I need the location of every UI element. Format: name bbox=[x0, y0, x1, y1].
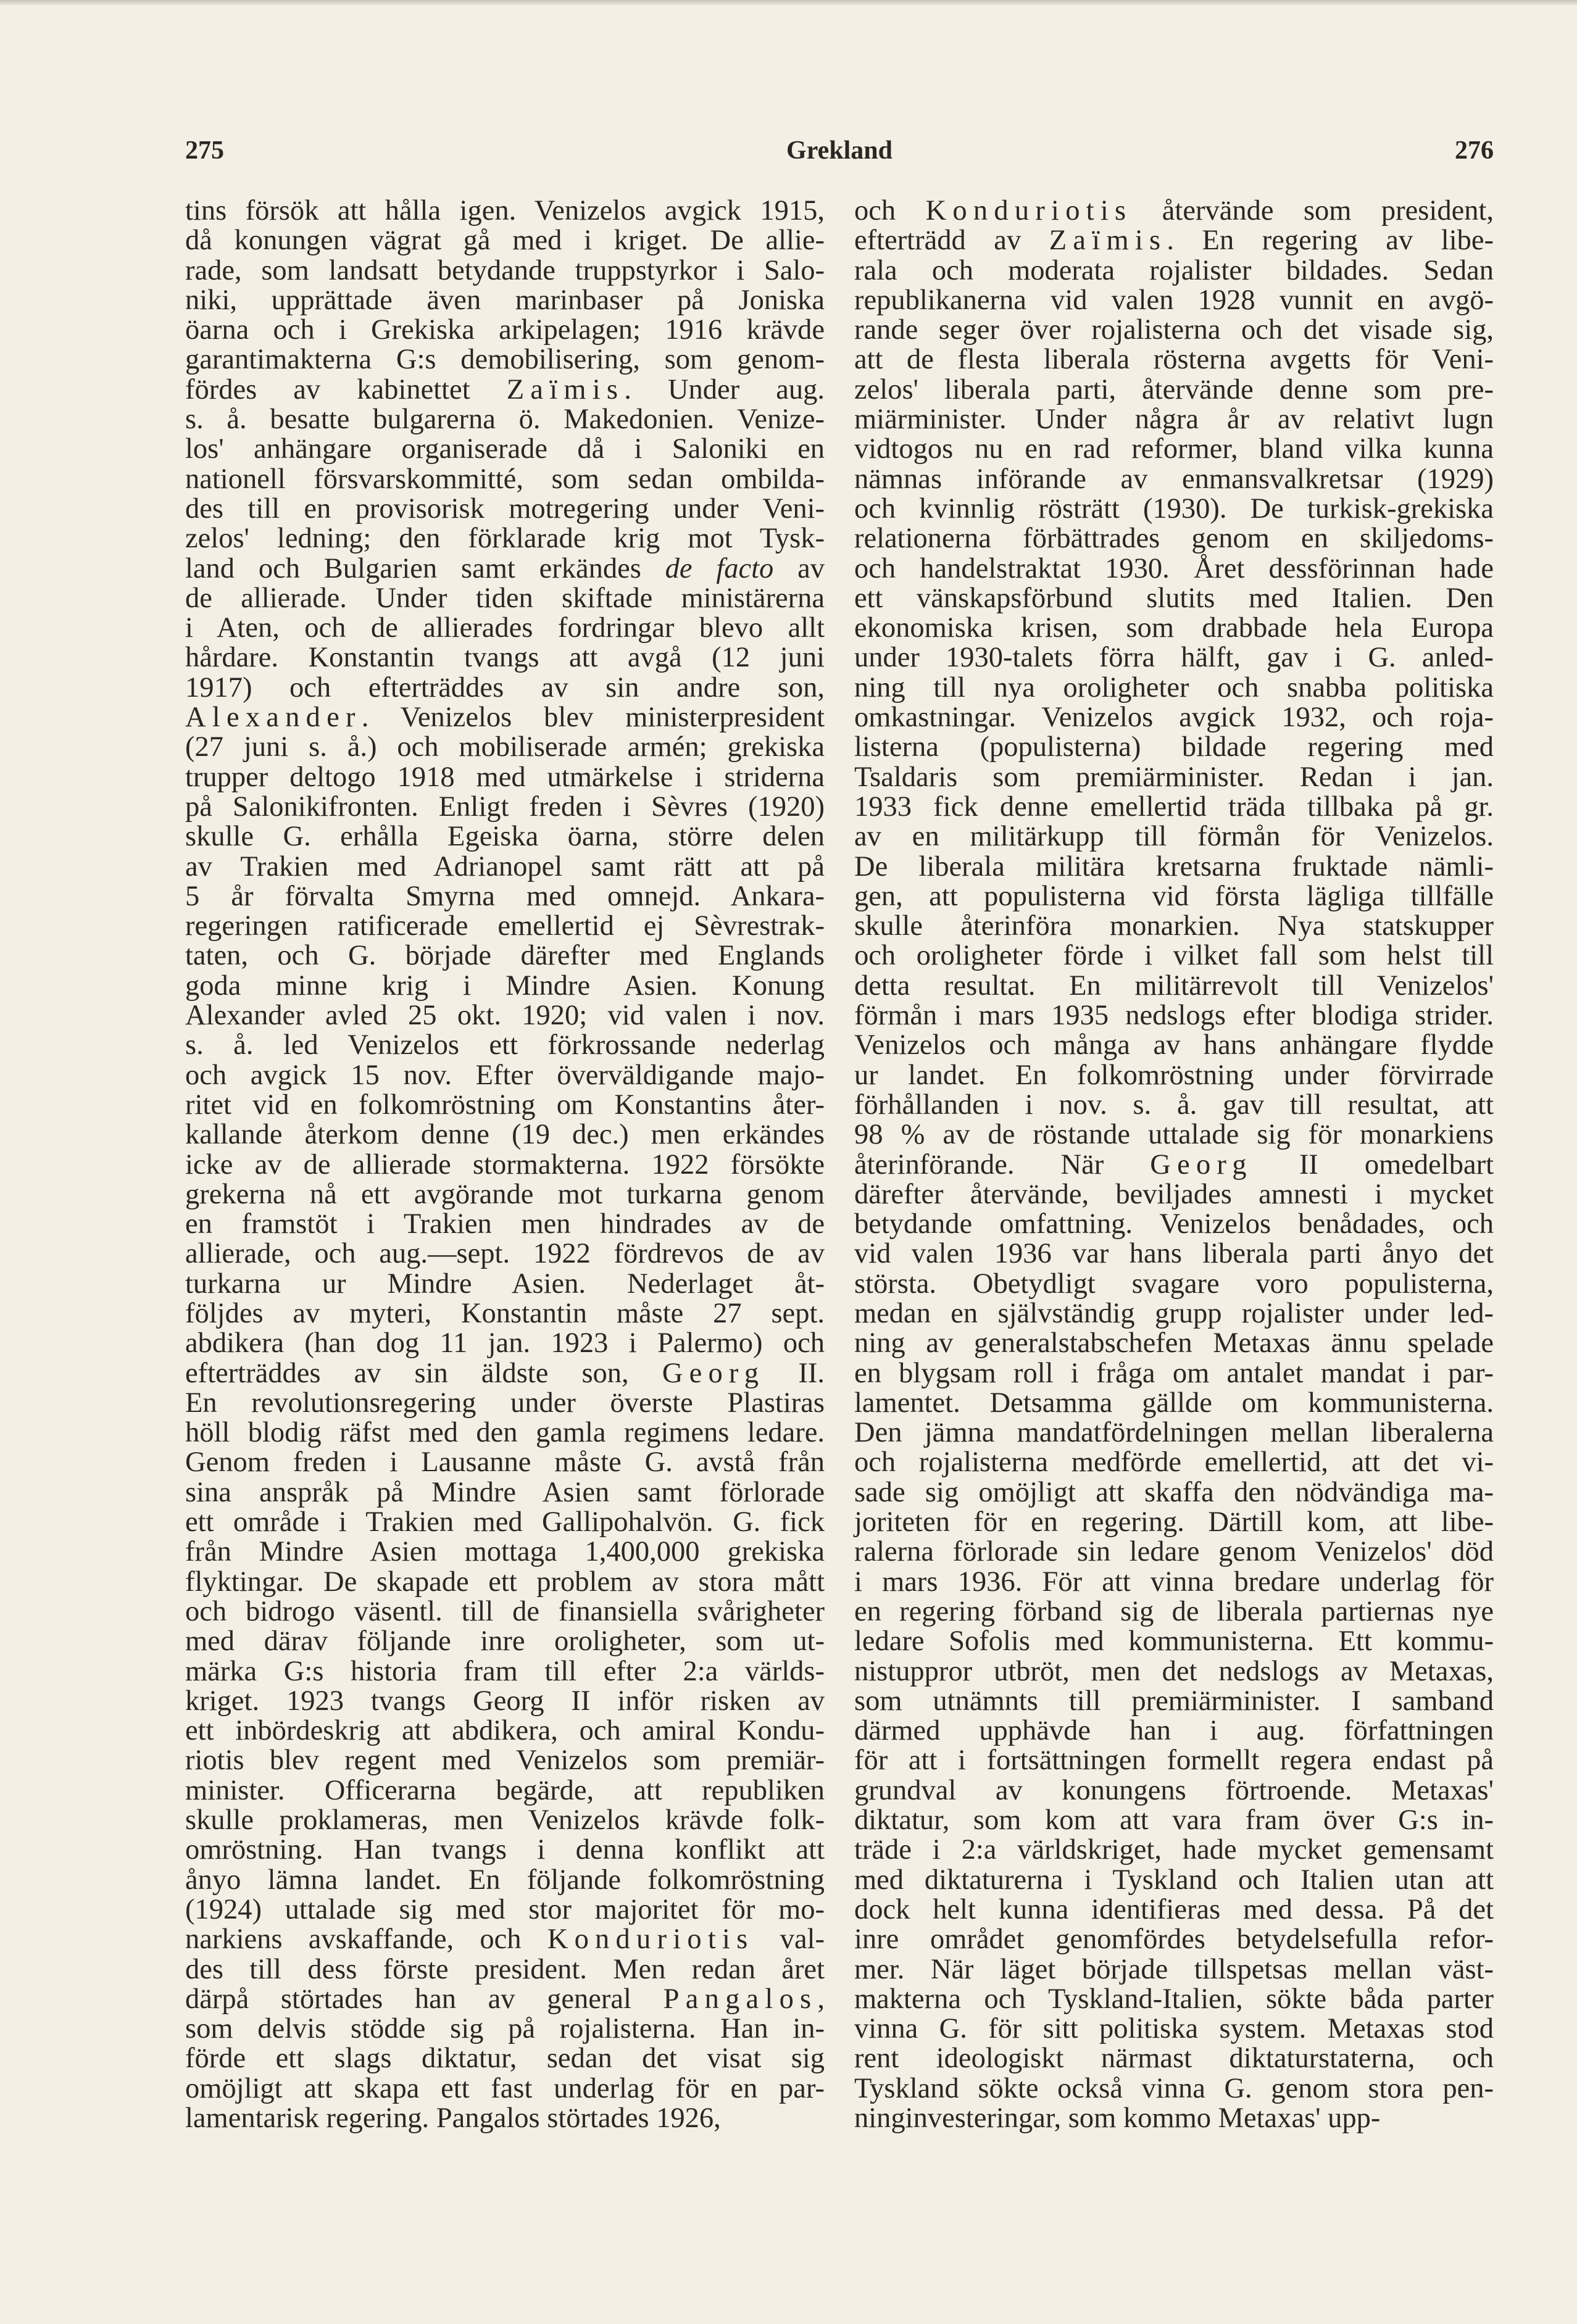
text-run: gen, att populisterna vid första lägliga tillfälle bbox=[854, 880, 1494, 912]
text-run: ning av generalstabschefen Metaxas ännu spelade bbox=[854, 1327, 1494, 1359]
spaced-name: Zaïmis bbox=[506, 373, 625, 405]
text-run: miärminister. Under några år av relativt lugn bbox=[854, 404, 1494, 436]
text-line bbox=[185, 494, 825, 524]
text-line bbox=[185, 1418, 825, 1448]
text-run: under 1930-talets förra hälft, gav i G. anled- bbox=[854, 642, 1494, 674]
text-run: därpå störtades han av general bbox=[185, 1983, 664, 2015]
text-run: vidtogos nu en rad reformer, bland vilka kunna bbox=[854, 433, 1494, 465]
text-run: på Salonikifronten. Enligt freden i Sèvres (1920) bbox=[185, 791, 825, 823]
text-run: taten, och G. började därefter med Englands bbox=[185, 940, 825, 972]
text-run: en framstöt i Trakien men hindrades av de bbox=[185, 1208, 825, 1240]
text-line bbox=[854, 1180, 1494, 1210]
text-run: medan en självständig grupp rojalister under led- bbox=[854, 1297, 1494, 1329]
text-run: ett område i Trakien med Gallipohalvön. G. fick bbox=[185, 1506, 825, 1538]
text-line bbox=[185, 1001, 825, 1031]
text-run: trupper deltogo 1918 med utmärkelse i striderna bbox=[185, 761, 825, 793]
text-run: s. å. led Venizelos ett förkrossande nederlag bbox=[185, 1029, 825, 1061]
text-line bbox=[185, 1776, 825, 1806]
text-line bbox=[854, 1835, 1494, 1865]
text-line bbox=[854, 673, 1494, 703]
text-line bbox=[185, 792, 825, 822]
text-run: niki, upprättade även marinbaser på Joniska bbox=[185, 284, 825, 316]
text-run: kriget. 1923 tvangs Georg II inför risken av bbox=[185, 1685, 825, 1717]
page-title: Grekland bbox=[786, 136, 893, 165]
text-column-left bbox=[185, 196, 825, 2133]
text-run: rala och moderata rojalister bildades. Sedan bbox=[854, 254, 1494, 286]
text-run: vinna G. för sitt politiska system. Metaxas stod bbox=[854, 2013, 1494, 2045]
text-run: ledare Sofolis med kommunisterna. Ett kommu- bbox=[854, 1625, 1494, 1658]
text-run: listerna (populisterna) bildade regering med bbox=[854, 731, 1494, 763]
text-run: med därav följande inre oroligheter, som ut- bbox=[185, 1625, 825, 1658]
text-line bbox=[185, 1061, 825, 1090]
text-line bbox=[185, 643, 825, 673]
text-line bbox=[185, 1865, 825, 1895]
text-line bbox=[854, 1567, 1494, 1597]
text-run: och bbox=[854, 195, 926, 226]
text-line bbox=[185, 1687, 825, 1716]
text-run: ett inbördeskrig att abdikera, och amiral Kondu- bbox=[185, 1715, 825, 1747]
text-line bbox=[185, 1537, 825, 1567]
text-line bbox=[854, 882, 1494, 911]
text-line bbox=[854, 1299, 1494, 1329]
text-line bbox=[185, 1597, 825, 1627]
text-line bbox=[854, 1657, 1494, 1687]
text-line bbox=[854, 524, 1494, 554]
spaced-name: Konduriotis bbox=[925, 195, 1133, 226]
text-run: diktatur, som kom att vara fram över G:s in- bbox=[854, 1804, 1494, 1836]
text-line bbox=[854, 1806, 1494, 1835]
text-line bbox=[854, 1776, 1494, 1806]
text-line bbox=[185, 1478, 825, 1508]
text-run: träde i 2:a världskriget, hade mycket gemensamt bbox=[854, 1834, 1494, 1866]
text-line bbox=[854, 2104, 1494, 2133]
scan-edge bbox=[0, 0, 1577, 6]
text-run: 1917) och efterträddes av sin andre son, bbox=[185, 671, 825, 703]
text-line bbox=[185, 2014, 825, 2044]
text-line bbox=[854, 554, 1494, 584]
text-line bbox=[854, 792, 1494, 822]
text-run: största. Obetydligt svagare voro populisterna, bbox=[854, 1268, 1494, 1300]
text-run: II omedelbart bbox=[1252, 1148, 1494, 1181]
text-run: nationell försvarskommitté, som sedan ombilda- bbox=[185, 463, 825, 495]
text-line bbox=[854, 1716, 1494, 1746]
text-line bbox=[185, 1567, 825, 1597]
text-run: ninginvesteringar, som kommo Metaxas' upp- bbox=[854, 2102, 1381, 2134]
text-line bbox=[854, 405, 1494, 434]
text-line bbox=[854, 613, 1494, 643]
text-line bbox=[854, 763, 1494, 792]
text-line bbox=[854, 1895, 1494, 1925]
text-line bbox=[854, 911, 1494, 941]
text-run: flyktingar. De skapade ett problem av stora mått bbox=[185, 1566, 825, 1598]
text-line bbox=[185, 971, 825, 1001]
text-run: zelos' ledning; den förklarade krig mot Tysk- bbox=[185, 523, 825, 555]
text-line bbox=[185, 1627, 825, 1656]
text-line bbox=[854, 1359, 1494, 1388]
text-run: återvände som president, bbox=[1132, 195, 1494, 226]
spaced-name: Georg bbox=[1150, 1148, 1253, 1181]
text-run: av Trakien med Adrianopel samt rätt att på bbox=[185, 850, 825, 882]
text-line bbox=[185, 1269, 825, 1299]
text-line bbox=[854, 1418, 1494, 1448]
text-run: 1933 fick denne emellertid träda tillbaka på gr. bbox=[854, 791, 1494, 823]
text-run: omröstning. Han tvangs i denna konflikt att bbox=[185, 1834, 825, 1866]
text-line bbox=[185, 1359, 825, 1388]
text-run: grundval av konungens förtroende. Metaxas' bbox=[854, 1774, 1494, 1806]
text-run: hårdare. Konstantin tvangs att avgå (12 juni bbox=[185, 642, 825, 674]
text-run: skulle proklameras, men Venizelos krävde folk- bbox=[185, 1804, 825, 1836]
text-line bbox=[185, 1388, 825, 1418]
text-line bbox=[185, 256, 825, 286]
text-line bbox=[854, 1865, 1494, 1895]
text-line bbox=[854, 494, 1494, 524]
text-run: för att i fortsättningen formellt regera endast på bbox=[854, 1745, 1494, 1777]
text-run: Tyskland sökte också vinna G. genom stora pen- bbox=[854, 2072, 1494, 2104]
text-line bbox=[185, 1508, 825, 1537]
text-line bbox=[185, 554, 825, 584]
text-line bbox=[185, 286, 825, 315]
text-line bbox=[854, 1627, 1494, 1656]
text-run: skulle återinföra monarkien. Nya statskupper bbox=[854, 910, 1494, 942]
text-line bbox=[854, 2014, 1494, 2044]
text-line bbox=[854, 1687, 1494, 1716]
text-line bbox=[854, 852, 1494, 882]
text-run: mer. När läget började tillspetsas mellan väst- bbox=[854, 1953, 1494, 1985]
text-run: i mars 1936. För att vinna bredare underlag för bbox=[854, 1566, 1494, 1598]
text-run: makterna och Tyskland-Italien, sökte båda parter bbox=[854, 1983, 1494, 2015]
text-run: land och Bulgarien samt erkändes bbox=[185, 552, 665, 584]
text-line bbox=[854, 584, 1494, 613]
text-line bbox=[185, 882, 825, 911]
text-line bbox=[185, 226, 825, 255]
text-line bbox=[185, 1210, 825, 1239]
text-run: och rojalisterna medförde emellertid, att det vi- bbox=[854, 1446, 1494, 1479]
text-line bbox=[854, 465, 1494, 494]
text-line bbox=[185, 1299, 825, 1329]
text-run: . En regering av libe- bbox=[1167, 225, 1494, 257]
text-line bbox=[854, 1269, 1494, 1299]
text-line bbox=[854, 226, 1494, 255]
text-run: förmån i mars 1935 nedslogs efter blodiga strider. bbox=[854, 1000, 1494, 1032]
text-run: med diktaturerna i Tyskland och Italien utan att bbox=[854, 1864, 1494, 1896]
text-run: 98 % av de röstande uttalade sig för monarkiens bbox=[854, 1119, 1494, 1151]
text-run: (1924) uttalade sig med stor majoritet för mo- bbox=[185, 1893, 825, 1925]
text-line bbox=[185, 1090, 825, 1120]
text-line bbox=[185, 465, 825, 494]
text-run: och bidrogo väsentl. till de finansiella svårigheter bbox=[185, 1595, 825, 1627]
text-run: rent ideologiskt närmast diktaturstaterna, och bbox=[854, 2043, 1494, 2075]
text-line bbox=[185, 1329, 825, 1358]
text-line bbox=[854, 375, 1494, 405]
text-line bbox=[185, 732, 825, 762]
text-run: abdikera (han dog 11 jan. 1923 i Palermo) och bbox=[185, 1327, 825, 1359]
text-line bbox=[185, 1985, 825, 2014]
text-run: narkiens avskaffande, och bbox=[185, 1924, 547, 1956]
text-run: val- bbox=[754, 1924, 825, 1956]
spaced-name: Pangalos bbox=[663, 1983, 818, 2015]
text-line bbox=[185, 2044, 825, 2073]
text-run: en regering förband sig de liberala partiernas nye bbox=[854, 1595, 1494, 1627]
page-number-left: 275 bbox=[185, 136, 224, 165]
text-line bbox=[185, 1120, 825, 1150]
text-line bbox=[185, 911, 825, 941]
text-line bbox=[185, 1180, 825, 1210]
text-run: i Aten, och de allierades fordringar blevo allt bbox=[185, 612, 825, 644]
text-line bbox=[854, 1239, 1494, 1269]
text-run: skulle G. erhålla Egeiska öarna, större delen bbox=[185, 821, 825, 853]
text-run: zelos' liberala parti, återvände denne som pre- bbox=[854, 373, 1494, 405]
text-line bbox=[854, 1031, 1494, 1060]
text-line bbox=[854, 286, 1494, 315]
text-run: höll blodig räfst med den gamla regimens ledare. bbox=[185, 1417, 825, 1449]
text-run: Tsaldaris som premiärminister. Redan i jan. bbox=[854, 761, 1494, 793]
text-line bbox=[854, 196, 1494, 226]
text-line bbox=[854, 315, 1494, 345]
spaced-name: Zaïmis bbox=[1049, 225, 1167, 257]
text-run: Alexander avled 25 okt. 1920; vid valen i nov. bbox=[185, 1000, 825, 1032]
text-line bbox=[854, 1746, 1494, 1775]
text-line bbox=[854, 1478, 1494, 1508]
text-run: . Under aug. bbox=[624, 373, 825, 405]
text-run: ur landet. En folkomröstning under förvirrade bbox=[854, 1059, 1494, 1091]
text-line bbox=[185, 375, 825, 405]
text-run: fördes av kabinettet bbox=[185, 373, 507, 405]
text-line bbox=[185, 1806, 825, 1835]
text-run: och oroligheter förde i vilket fall som helst till bbox=[854, 940, 1494, 972]
page-number-right: 276 bbox=[1455, 136, 1494, 165]
text-run: Genom freden i Lausanne måste G. avstå från bbox=[185, 1446, 825, 1479]
text-run: de allierade. Under tiden skiftade ministärerna bbox=[185, 582, 825, 614]
text-run: därmed upphävde han i aug. författningen bbox=[854, 1715, 1494, 1747]
text-line bbox=[854, 434, 1494, 464]
text-column-right bbox=[854, 196, 1494, 2133]
running-header bbox=[185, 136, 1494, 173]
text-run: av bbox=[773, 552, 825, 584]
text-line bbox=[185, 613, 825, 643]
text-line bbox=[854, 345, 1494, 375]
text-run: turkarna ur Mindre Asien. Nederlaget åt- bbox=[185, 1268, 825, 1300]
text-run: från Mindre Asien mottaga 1,400,000 grekiska bbox=[185, 1536, 825, 1568]
text-run: efterträdd av bbox=[854, 225, 1049, 257]
text-line bbox=[854, 256, 1494, 286]
text-run: minister. Officerarna begärde, att republiken bbox=[185, 1774, 825, 1806]
text-line bbox=[185, 434, 825, 464]
text-line bbox=[854, 1597, 1494, 1627]
text-run: ånyo lämna landet. En följande folkomröstning bbox=[185, 1864, 825, 1896]
text-run: öarna och i Grekiska arkipelagen; 1916 krävde bbox=[185, 314, 825, 346]
text-run: icke av de allierade stormakterna. 1922 försökte bbox=[185, 1148, 825, 1181]
text-run: och kvinnlig rösträtt (1930). De turkisk-grekiska bbox=[854, 492, 1494, 525]
text-run: rade, som landsatt betydande truppstyrkor i Salo- bbox=[185, 254, 825, 286]
text-run: ett vänskapsförbund slutits med Italien. Den bbox=[854, 582, 1494, 614]
text-run: följdes av myteri, Konstantin måste 27 sept. bbox=[185, 1297, 825, 1329]
text-line bbox=[185, 1657, 825, 1687]
text-run: omöjligt att skapa ett fast underlag för en par- bbox=[185, 2072, 825, 2104]
text-run: sade sig omöjligt att skaffa den nödvändiga ma- bbox=[854, 1476, 1494, 1508]
text-run: relationerna förbättrades genom en skiljedoms- bbox=[854, 523, 1494, 555]
text-line bbox=[185, 673, 825, 703]
text-line bbox=[854, 1061, 1494, 1090]
text-line bbox=[854, 1925, 1494, 1954]
text-line bbox=[854, 941, 1494, 971]
text-line bbox=[854, 1329, 1494, 1358]
text-line bbox=[854, 1388, 1494, 1418]
text-run: lamentet. Detsamma gällde om kommunisterna. bbox=[854, 1387, 1494, 1419]
text-line bbox=[854, 1537, 1494, 1567]
text-line bbox=[185, 1031, 825, 1060]
text-run: och avgick 15 nov. Efter överväldigande majo- bbox=[185, 1059, 825, 1091]
text-run: Den jämna mandatfördelningen mellan liberalerna bbox=[854, 1417, 1494, 1449]
text-run: ritet vid en folkomröstning om Konstantins åter- bbox=[185, 1089, 825, 1121]
text-run: märka G:s historia fram till efter 2:a världs- bbox=[185, 1655, 825, 1687]
text-run: omkastningar. Venizelos avgick 1932, och roja- bbox=[854, 702, 1494, 734]
text-line bbox=[854, 1001, 1494, 1031]
text-run: lamentarisk regering. Pangalos störtades 1926, bbox=[185, 2102, 721, 2134]
text-run: garantimakterna G:s demobilisering, som genom- bbox=[185, 344, 825, 376]
text-line bbox=[854, 643, 1494, 673]
text-run: s. å. besatte bulgarerna ö. Makedonien. Venize- bbox=[185, 404, 825, 436]
text-line bbox=[185, 703, 825, 732]
text-line bbox=[854, 2044, 1494, 2073]
text-run: då konungen vägrat gå med i kriget. De allie- bbox=[185, 225, 825, 257]
text-line bbox=[854, 1448, 1494, 1477]
text-run: . Venizelos blev ministerpresident bbox=[361, 702, 825, 734]
text-run: som delvis stödde sig på rojalisterna. Han in- bbox=[185, 2013, 825, 2045]
text-line bbox=[185, 405, 825, 434]
text-line bbox=[854, 703, 1494, 732]
text-run: tins försök att hålla igen. Venizelos avgick 1915, bbox=[185, 195, 825, 226]
text-run: efterträddes av sin äldste son, bbox=[185, 1357, 662, 1389]
text-line bbox=[854, 1150, 1494, 1180]
text-line bbox=[854, 1508, 1494, 1537]
text-run: allierade, och aug.—sept. 1922 fördrevos de av bbox=[185, 1238, 825, 1270]
text-run: vid valen 1936 var hans liberala parti ånyo det bbox=[854, 1238, 1494, 1270]
spaced-name: Konduriotis bbox=[547, 1924, 754, 1956]
text-line bbox=[854, 1120, 1494, 1150]
text-run: ekonomiska krisen, som drabbade hela Europa bbox=[854, 612, 1494, 644]
text-run: som utnämnts till premiärminister. I samband bbox=[854, 1685, 1494, 1717]
text-line bbox=[185, 196, 825, 226]
italic-term: de facto bbox=[665, 552, 774, 584]
text-run: 5 år förvalta Smyrna med omnejd. Ankara- bbox=[185, 880, 825, 912]
text-run: förde ett slags diktatur, sedan det visat sig bbox=[185, 2043, 825, 2075]
text-run: sina anspråk på Mindre Asien samt förlorade bbox=[185, 1476, 825, 1508]
spaced-name: Georg bbox=[662, 1357, 765, 1389]
text-run: des till dess förste president. Men redan året bbox=[185, 1953, 825, 1985]
text-line bbox=[185, 1955, 825, 1985]
text-line bbox=[185, 1746, 825, 1775]
text-run: och handelstraktat 1930. Året dessförinnan hade bbox=[854, 552, 1494, 584]
text-run: regeringen ratificerade emellertid ej Sèvrestrak- bbox=[185, 910, 825, 942]
text-line bbox=[185, 1448, 825, 1477]
text-run: att de flesta liberala rösterna avgetts för Veni- bbox=[854, 344, 1494, 376]
text-run: des till en provisorisk motregering under Veni- bbox=[185, 492, 825, 525]
text-line bbox=[185, 1895, 825, 1925]
text-run: dock helt kunna identifieras med dessa. På det bbox=[854, 1893, 1494, 1925]
text-line bbox=[185, 822, 825, 852]
text-line bbox=[854, 1985, 1494, 2014]
text-run: rande seger över rojalisterna och det visade sig, bbox=[854, 314, 1494, 346]
text-run: goda minne krig i Mindre Asien. Konung bbox=[185, 969, 825, 1002]
text-line bbox=[185, 852, 825, 882]
text-run: återinförande. När bbox=[854, 1148, 1151, 1181]
text-line bbox=[854, 2074, 1494, 2104]
text-run: De liberala militära kretsarna fruktade nämli- bbox=[854, 850, 1494, 882]
text-run: därefter återvände, beviljades amnesti i mycket bbox=[854, 1178, 1494, 1210]
text-run: detta resultat. En militärrevolt till Venizelos' bbox=[854, 969, 1494, 1002]
text-line bbox=[185, 1716, 825, 1746]
text-run: (27 juni s. å.) och mobiliserade armén; grekiska bbox=[185, 731, 825, 763]
text-line bbox=[854, 971, 1494, 1001]
text-run: kallande återkom denne (19 dec.) men erkändes bbox=[185, 1119, 825, 1151]
spaced-name: Alexander bbox=[185, 702, 362, 734]
text-run: republikanerna vid valen 1928 vunnit en avgö- bbox=[854, 284, 1494, 316]
text-line bbox=[185, 1239, 825, 1269]
text-line bbox=[185, 315, 825, 345]
text-run: II. bbox=[765, 1357, 825, 1389]
text-run: förhållanden i nov. s. å. gav till resultat, att bbox=[854, 1089, 1494, 1121]
text-run: ralerna förlorade sin ledare genom Venizelos' död bbox=[854, 1536, 1494, 1568]
text-line bbox=[185, 2104, 825, 2133]
text-line bbox=[854, 1210, 1494, 1239]
text-line bbox=[185, 941, 825, 971]
text-line bbox=[854, 822, 1494, 852]
text-line bbox=[185, 345, 825, 375]
text-run: ning till nya oroligheter och snabba politiska bbox=[854, 671, 1494, 703]
text-run: riotis blev regent med Venizelos som premiär- bbox=[185, 1745, 825, 1777]
text-line bbox=[185, 584, 825, 613]
text-run: En revolutionsregering under överste Plastiras bbox=[185, 1387, 825, 1419]
text-run: grekerna nå ett avgörande mot turkarna genom bbox=[185, 1178, 825, 1210]
text-line bbox=[185, 1835, 825, 1865]
text-run: inre området genomfördes betydelsefulla refor- bbox=[854, 1924, 1494, 1956]
text-run: Venizelos och många av hans anhängare flydde bbox=[854, 1029, 1494, 1061]
text-line bbox=[185, 1925, 825, 1954]
text-run: , bbox=[817, 1983, 825, 2015]
text-run: joriteten för en regering. Därtill kom, att libe- bbox=[854, 1506, 1494, 1538]
text-run: nistuppror utbröt, men det nedslogs av Metaxas, bbox=[854, 1655, 1494, 1687]
text-line bbox=[854, 1090, 1494, 1120]
text-run: av en militärkupp till förmån för Venizelos. bbox=[854, 821, 1494, 853]
text-line bbox=[854, 732, 1494, 762]
text-run: betydande omfattning. Venizelos benådades, och bbox=[854, 1208, 1494, 1240]
text-run: los' anhängare organiserade då i Saloniki en bbox=[185, 433, 825, 465]
text-run: en blygsam roll i fråga om antalet mandat i par- bbox=[854, 1357, 1494, 1389]
text-line bbox=[185, 763, 825, 792]
text-line bbox=[854, 1955, 1494, 1985]
text-line bbox=[185, 1150, 825, 1180]
text-line bbox=[185, 2074, 825, 2104]
text-line bbox=[185, 524, 825, 554]
text-run: nämnas införande av enmansvalkretsar (1929) bbox=[854, 463, 1494, 495]
